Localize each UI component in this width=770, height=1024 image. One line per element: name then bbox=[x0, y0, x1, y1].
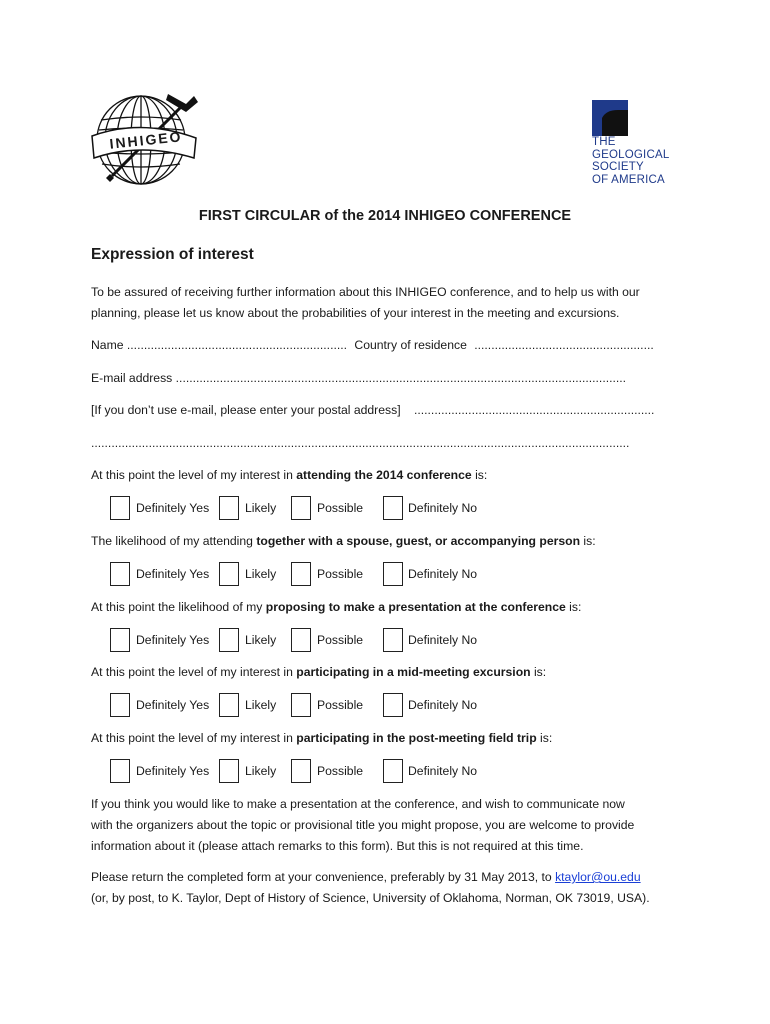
postal-field[interactable]: ....................................................................... bbox=[414, 403, 655, 417]
checkbox-possible[interactable] bbox=[291, 693, 311, 717]
name-label: Name bbox=[91, 338, 124, 352]
gsa-logo-text: THE GEOLOGICAL SOCIETY OF AMERICA bbox=[592, 136, 670, 186]
checkbox-likely[interactable] bbox=[219, 628, 239, 652]
option-row-1 bbox=[0, 496, 770, 524]
option-row-4 bbox=[0, 693, 770, 721]
option-row-5 bbox=[0, 759, 770, 787]
checkbox-likely[interactable] bbox=[219, 693, 239, 717]
postal-extra-row bbox=[91, 435, 629, 451]
contact-email-link[interactable]: ktaylor@ou.edu bbox=[555, 870, 641, 884]
inhigeo-logo-text: INHIGEO bbox=[108, 128, 184, 152]
checkbox-possible[interactable] bbox=[291, 628, 311, 652]
option-label: Definitely Yes bbox=[136, 633, 210, 647]
option-row-3 bbox=[0, 628, 770, 656]
checkbox-possible[interactable] bbox=[291, 496, 311, 520]
checkbox-possible[interactable] bbox=[291, 759, 311, 783]
question-2: The likelihood of my attending together with a spouse, guest, or accompanying person is: bbox=[91, 534, 596, 548]
section-heading: Expression of interest bbox=[91, 246, 254, 263]
gsa-logo bbox=[592, 100, 678, 190]
postal-row bbox=[91, 402, 654, 418]
option-label: Definitely Yes bbox=[136, 501, 210, 515]
question-3: At this point the likelihood of my proposing to make a presentation at the conference is: bbox=[91, 600, 582, 614]
checkbox-possible[interactable] bbox=[291, 562, 311, 586]
option-label: Definitely No bbox=[408, 764, 478, 778]
checkbox-definitely-yes[interactable] bbox=[110, 562, 130, 586]
option-label: Definitely Yes bbox=[136, 764, 210, 778]
country-field[interactable]: ..................................................... bbox=[474, 338, 654, 352]
checkbox-likely[interactable] bbox=[219, 496, 239, 520]
checkbox-definitely-yes[interactable] bbox=[110, 693, 130, 717]
option-label: Likely bbox=[245, 633, 277, 647]
country-label: Country of residence bbox=[354, 338, 467, 352]
option-label: Likely bbox=[245, 501, 277, 515]
checkbox-definitely-no[interactable] bbox=[383, 693, 403, 717]
checkbox-likely[interactable] bbox=[219, 759, 239, 783]
email-field[interactable]: ..................................................................................................................................... bbox=[175, 371, 627, 385]
checkbox-definitely-yes[interactable] bbox=[110, 759, 130, 783]
option-label: Definitely No bbox=[408, 567, 478, 581]
option-row-2 bbox=[0, 562, 770, 590]
option-label: Definitely No bbox=[408, 501, 478, 515]
page-title: FIRST CIRCULAR of the 2014 INHIGEO CONFERENCE bbox=[198, 208, 572, 224]
closing-paragraph-1: If you think you would like to make a presentation at the conference, and wish to communicate now with the organizers about the topic or provisional title you might propose, you are welcome to provide information about it (please attach remarks to this form). But this is not required at this time. bbox=[91, 797, 635, 853]
option-label: Possible bbox=[317, 567, 364, 581]
checkbox-definitely-yes[interactable] bbox=[110, 496, 130, 520]
option-label: Definitely Yes bbox=[136, 698, 210, 712]
checkbox-definitely-no[interactable] bbox=[383, 496, 403, 520]
question-4: At this point the level of my interest in participating in a mid-meeting excursion is: bbox=[91, 665, 547, 679]
option-label: Likely bbox=[245, 764, 277, 778]
question-1: At this point the level of my interest in attending the 2014 conference is: bbox=[91, 468, 488, 482]
checkbox-definitely-yes[interactable] bbox=[110, 628, 130, 652]
option-label: Likely bbox=[245, 567, 277, 581]
gsa-mark-icon bbox=[592, 100, 628, 136]
option-label: Definitely No bbox=[408, 633, 478, 647]
checkbox-definitely-no[interactable] bbox=[383, 628, 403, 652]
inhigeo-logo bbox=[86, 90, 202, 196]
checkbox-definitely-no[interactable] bbox=[383, 759, 403, 783]
option-label: Definitely Yes bbox=[136, 567, 210, 581]
email-label: E-mail address bbox=[91, 371, 173, 385]
intro-paragraph: To be assured of receiving further information about this INHIGEO conference, and to help us with our planning, please let us know about the probabilities of your interest in the meeting and excursions. bbox=[91, 285, 640, 320]
option-label: Possible bbox=[317, 764, 364, 778]
postal-extra-field[interactable]: ............................................................................................................................................................... bbox=[91, 436, 630, 450]
option-label: Possible bbox=[317, 633, 364, 647]
option-label: Possible bbox=[317, 501, 364, 515]
checkbox-definitely-no[interactable] bbox=[383, 562, 403, 586]
option-label: Likely bbox=[245, 698, 277, 712]
name-row bbox=[91, 337, 654, 353]
question-5: At this point the level of my interest in participating in the post-meeting field trip is: bbox=[91, 731, 553, 745]
name-field[interactable]: ................................................................. bbox=[126, 338, 348, 352]
option-label: Definitely No bbox=[408, 698, 478, 712]
checkbox-likely[interactable] bbox=[219, 562, 239, 586]
closing-paragraph-2: Please return the completed form at your convenience, preferably by 31 May 2013, to ktaylor@ou.edu (or, by post, to K. Taylor, Dept of History of Science, University of Oklahoma, Norman, OK 73019, USA). bbox=[91, 870, 650, 905]
email-row bbox=[91, 370, 626, 386]
postal-label: [If you don’t use e-mail, please enter your postal address] bbox=[91, 403, 401, 417]
option-label: Possible bbox=[317, 698, 364, 712]
